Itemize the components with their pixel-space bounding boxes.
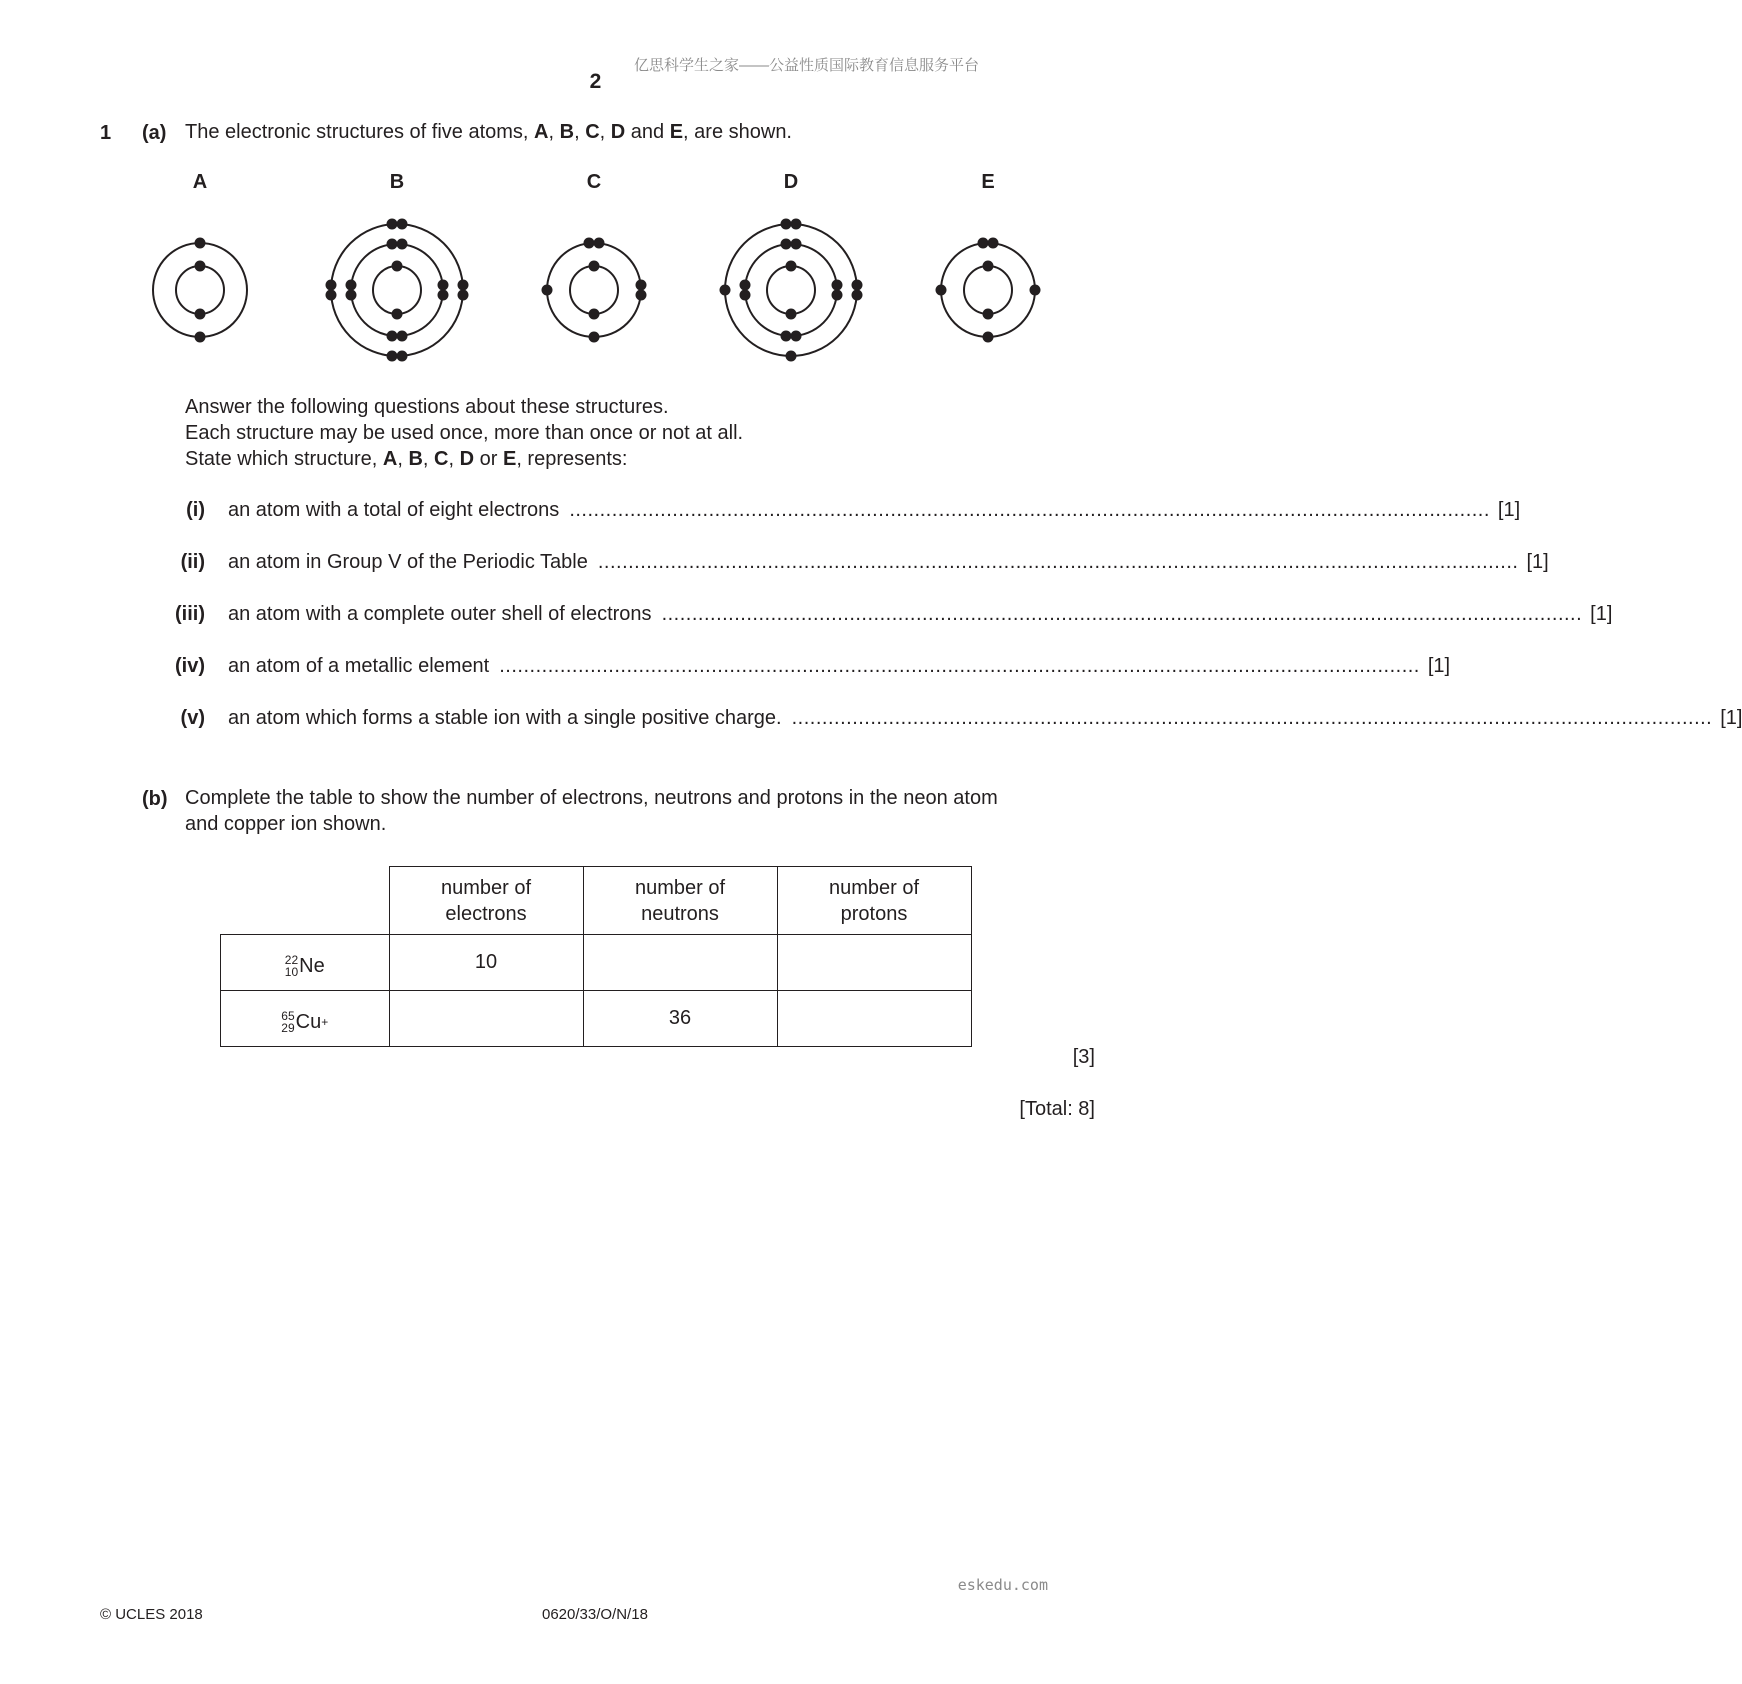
atom-a-shell-2 bbox=[153, 243, 247, 337]
question-i-mark: [1] bbox=[1497, 499, 1521, 521]
question-iv-number: (iv) bbox=[175, 655, 205, 677]
electron bbox=[791, 219, 802, 230]
paper-code: 0620/33/O/N/18 bbox=[542, 1606, 648, 1623]
question-ii bbox=[228, 551, 1549, 577]
electron bbox=[584, 238, 595, 249]
electron bbox=[740, 290, 751, 301]
electron bbox=[988, 238, 999, 249]
electron bbox=[740, 280, 751, 291]
electron bbox=[387, 331, 398, 342]
electron bbox=[781, 331, 792, 342]
answer-line-ii[interactable]: ........................................................................................................................................................ bbox=[597, 551, 1519, 573]
answer-line-iii[interactable]: ........................................................................................................................................................ bbox=[661, 603, 1583, 625]
question-iii-mark: [1] bbox=[1590, 603, 1613, 625]
atom-d-shell-2 bbox=[745, 244, 837, 336]
neon-protons-cell[interactable] bbox=[777, 935, 971, 991]
atom-d-shell-1 bbox=[767, 266, 815, 314]
atom-a-shell-1 bbox=[176, 266, 224, 314]
question-iii bbox=[228, 603, 1613, 629]
electron bbox=[195, 332, 206, 343]
electron bbox=[852, 280, 863, 291]
answer-line-iv[interactable]: ........................................................................................................................................................ bbox=[499, 655, 1420, 677]
question-i-number: (i) bbox=[186, 499, 205, 521]
electron bbox=[438, 290, 449, 301]
atom-b-shell-2 bbox=[351, 244, 443, 336]
page-number: 2 bbox=[589, 70, 602, 93]
electron bbox=[594, 238, 605, 249]
electron bbox=[397, 351, 408, 362]
header-protons: number of protons bbox=[777, 867, 971, 935]
electron bbox=[397, 331, 408, 342]
row-label-neon bbox=[221, 935, 390, 991]
answer-line-v[interactable]: ........................................................................................................................................................ bbox=[791, 707, 1713, 729]
electron bbox=[387, 219, 398, 230]
electron bbox=[983, 332, 994, 343]
electron bbox=[720, 285, 731, 296]
electron bbox=[387, 239, 398, 250]
part-b-mark: [3] bbox=[1072, 1046, 1095, 1068]
electron bbox=[458, 280, 469, 291]
electron bbox=[326, 290, 337, 301]
electron bbox=[636, 280, 647, 291]
copyright: © UCLES 2018 bbox=[100, 1606, 203, 1623]
question-i-text: an atom with a total of eight electrons bbox=[228, 499, 560, 521]
question-v-mark: [1] bbox=[1720, 707, 1742, 729]
electron bbox=[852, 290, 863, 301]
atom-diagrams bbox=[0, 0, 1191, 400]
part-a-intro: The electronic structures of five atoms, A, B, C, D and E, are shown. bbox=[185, 121, 792, 143]
atom-e-shell-2 bbox=[941, 243, 1035, 337]
electron bbox=[195, 261, 206, 272]
atom-label-a: A bbox=[192, 171, 208, 193]
part-a-label: (a) bbox=[142, 122, 167, 144]
copper-protons-cell[interactable] bbox=[777, 991, 971, 1047]
neon-neutrons-cell[interactable] bbox=[583, 935, 777, 991]
electron bbox=[781, 239, 792, 250]
electron bbox=[791, 331, 802, 342]
electron bbox=[786, 351, 797, 362]
electron bbox=[326, 280, 337, 291]
instruction-2: Each structure may be used once, more than once or not at all. bbox=[185, 422, 744, 444]
part-b-label: (b) bbox=[142, 788, 168, 810]
table-row bbox=[221, 935, 972, 991]
question-ii-number: (ii) bbox=[180, 551, 205, 573]
electron bbox=[636, 290, 647, 301]
question-iv-mark: [1] bbox=[1427, 655, 1451, 677]
atom-b-shell-1 bbox=[373, 266, 421, 314]
electron bbox=[786, 261, 797, 272]
question-iv-text: an atom of a metallic element bbox=[228, 655, 490, 677]
electron bbox=[458, 290, 469, 301]
electron bbox=[195, 309, 206, 320]
question-number: 1 bbox=[100, 122, 112, 144]
electron bbox=[438, 280, 449, 291]
question-ii-text: an atom in Group V of the Periodic Table bbox=[228, 551, 588, 573]
electron bbox=[542, 285, 553, 296]
electron bbox=[392, 309, 403, 320]
question-v-number: (v) bbox=[180, 707, 205, 729]
question-i bbox=[228, 499, 1521, 525]
electron bbox=[346, 290, 357, 301]
electron bbox=[791, 239, 802, 250]
question-v-text: an atom which forms a stable ion with a single positive charge. bbox=[228, 707, 782, 729]
electron bbox=[983, 309, 994, 320]
watermark-header: 亿思科学生之家——公益性质国际教育信息服务平台 bbox=[633, 57, 979, 74]
electron bbox=[397, 239, 408, 250]
electron bbox=[1030, 285, 1041, 296]
electron bbox=[936, 285, 947, 296]
neon-isotope: 22 10 Ne bbox=[284, 953, 325, 979]
copper-ion: 65 29 Cu + bbox=[281, 1009, 329, 1035]
atom-label-d: D bbox=[783, 171, 799, 193]
total-mark: [Total: 8] bbox=[1019, 1098, 1095, 1120]
electron bbox=[832, 290, 843, 301]
question-iii-number: (iii) bbox=[175, 603, 205, 625]
electron bbox=[589, 332, 600, 343]
atom-e-shell-1 bbox=[964, 266, 1012, 314]
instruction-1: Answer the following questions about these structures. bbox=[185, 396, 669, 418]
atom-label-b: B bbox=[389, 171, 405, 193]
atom-label-e: E bbox=[981, 171, 995, 193]
atom-label-c: C bbox=[586, 171, 602, 193]
electron bbox=[589, 309, 600, 320]
electron bbox=[397, 219, 408, 230]
copper-electrons-cell[interactable] bbox=[389, 991, 583, 1047]
question-v bbox=[228, 707, 1742, 733]
electron bbox=[786, 309, 797, 320]
part-b-text-2: and copper ion shown. bbox=[185, 813, 387, 835]
question-iii-text: an atom with a complete outer shell of electrons bbox=[228, 603, 652, 625]
row-label-copper bbox=[221, 991, 390, 1047]
electron bbox=[781, 219, 792, 230]
neon-electrons-cell: 10 bbox=[389, 935, 583, 991]
atom-c-shell-1 bbox=[570, 266, 618, 314]
table-corner bbox=[221, 867, 390, 935]
electron bbox=[978, 238, 989, 249]
electron bbox=[983, 261, 994, 272]
electron bbox=[195, 238, 206, 249]
atom-c-shell-2 bbox=[547, 243, 641, 337]
electron bbox=[832, 280, 843, 291]
copper-neutrons-cell: 36 bbox=[583, 991, 777, 1047]
answer-line-i[interactable]: ........................................................................................................................................................ bbox=[569, 499, 1490, 521]
table-header-row bbox=[221, 867, 972, 935]
particle-table bbox=[220, 866, 972, 1047]
electron bbox=[589, 261, 600, 272]
electron bbox=[387, 351, 398, 362]
watermark-footer: eskedu.com bbox=[957, 1576, 1048, 1594]
electron bbox=[346, 280, 357, 291]
table-row bbox=[221, 991, 972, 1047]
part-b-text-1: Complete the table to show the number of electrons, neutrons and protons in the neon atom bbox=[185, 787, 998, 809]
electron bbox=[392, 261, 403, 272]
question-iv bbox=[228, 655, 1451, 681]
instruction-3: State which structure, A, B, C, D or E, represents: bbox=[185, 448, 628, 470]
header-neutrons: number of neutrons bbox=[583, 867, 777, 935]
question-ii-mark: [1] bbox=[1526, 551, 1549, 573]
header-electrons: number of electrons bbox=[389, 867, 583, 935]
